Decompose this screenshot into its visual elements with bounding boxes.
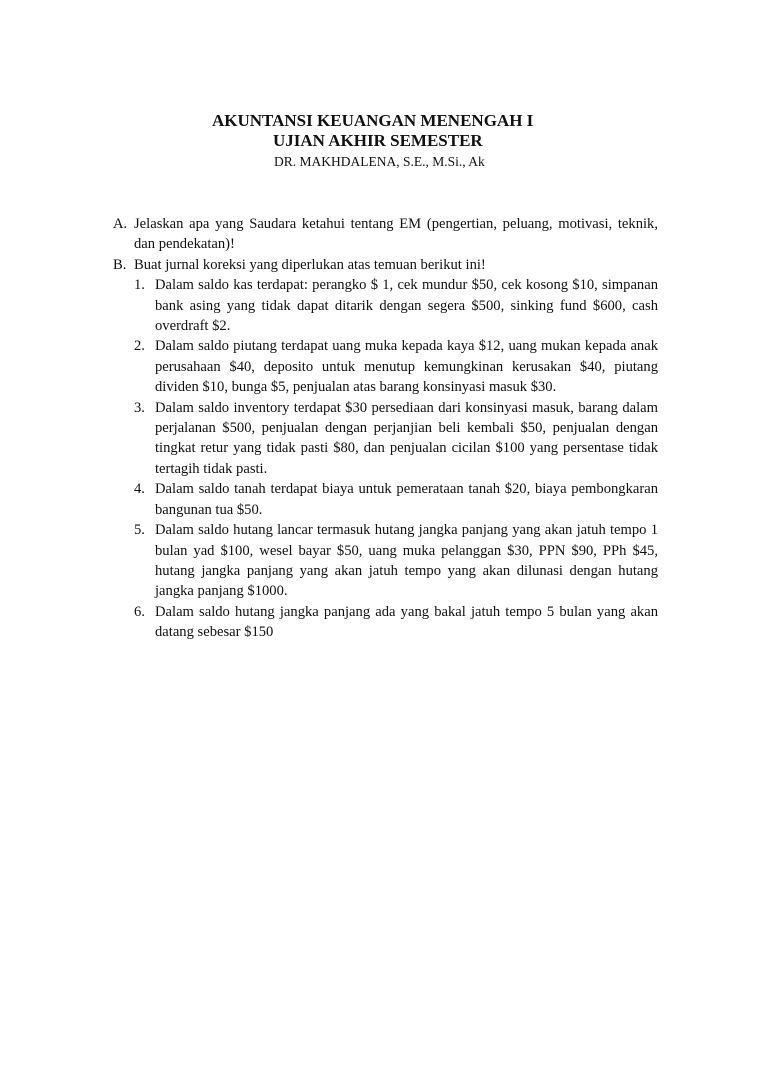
list-item	[134, 479, 658, 520]
list-item-number: 3.	[134, 399, 145, 416]
list-item	[134, 398, 658, 480]
list-item-text: Dalam saldo inventory terdapat $30 persediaan dari konsinyasi masuk, barang dalam perjalanan $500, penjualan dengan perjanjian beli kembali $50, penjualan dengan tingkat retur yang tidak pasti $80, dan penjualan cicilan $100 yang persentase tidak tertagih tidak pasti.	[155, 399, 658, 477]
lecturer-name: DR. MAKHDALENA, S.E., M.Si., Ak	[274, 154, 485, 169]
list-item	[134, 336, 658, 397]
list-item-text: Dalam saldo piutang terdapat uang muka kepada kaya $12, uang mukan kepada anak perusahaan $40, deposito untuk menutup kemungkinan kerusakan $40, piutang dividen $10, bunga $5, penjualan atas barang konsinyasi masuk $30.	[155, 338, 658, 396]
question-b	[113, 255, 658, 275]
question-b-letter: B.	[113, 256, 127, 273]
question-a	[113, 214, 658, 255]
list-item-number: 5.	[134, 522, 145, 539]
list-item	[134, 275, 658, 336]
list-item-number: 4.	[134, 481, 145, 498]
exam-title: UJIAN AKHIR SEMESTER	[273, 131, 483, 150]
exam-questions	[113, 214, 658, 643]
list-item-text: Dalam saldo tanah terdapat biaya untuk pemerataan tanah $20, biaya pembongkaran bangunan tua $50.	[155, 481, 658, 518]
question-a-text: Jelaskan apa yang Saudara ketahui tentang EM (pengertian, peluang, motivasi, teknik, dan pendekatan)!	[134, 216, 658, 253]
list-item	[134, 520, 658, 602]
list-item-number: 2.	[134, 338, 145, 355]
list-item-number: 1.	[134, 277, 145, 294]
question-b-list	[113, 275, 658, 642]
list-item-text: Dalam saldo kas terdapat: perangko $ 1, cek mundur $50, cek kosong $10, simpanan bank asing yang tidak dapat ditarik dengan segera $500, sinking fund $600, cash overdraft $2.	[155, 277, 658, 335]
list-item	[134, 602, 658, 643]
list-item-text: Dalam saldo hutang lancar termasuk hutang jangka panjang yang akan jatuh tempo 1 bulan yad $100, wesel bayar $50, uang muka pelanggan $30, PPN $90, PPh $45, hutang jangka panjang yang akan jatuh tempo yang akan dilunasi dengan hutang jangka panjang $1000.	[155, 522, 658, 600]
list-item-text: Dalam saldo hutang jangka panjang ada yang bakal jatuh tempo 5 bulan yang akan datang sebesar $150	[155, 603, 658, 641]
question-a-letter: A.	[113, 216, 128, 232]
list-item-number: 6.	[134, 603, 145, 620]
course-title: AKUNTANSI KEUANGAN MENENGAH I	[212, 111, 534, 130]
question-b-text: Buat jurnal koreksi yang diperlukan atas temuan berikut ini!	[134, 256, 486, 273]
